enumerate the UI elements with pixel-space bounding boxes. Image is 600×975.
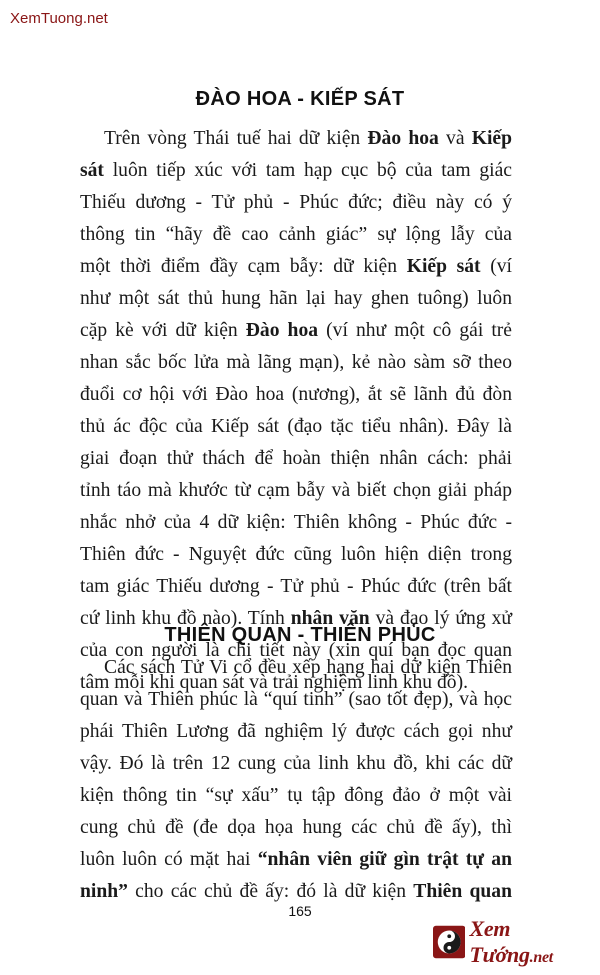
text-line [80, 652, 512, 684]
text-line [80, 411, 512, 443]
text-segment: và [438, 128, 472, 149]
text-segment: ninh” [80, 881, 128, 902]
text-segment: tâm mỗi khi quan sát và trải nghiệm linh khu đồ). [80, 672, 469, 693]
text-segment: tỉnh táo mà khước từ cạm bẫy và biết chọn giải pháp [80, 480, 512, 501]
yin-yang-icon [433, 925, 465, 959]
text-line [80, 684, 512, 716]
text-line [80, 155, 512, 187]
text-segment: sát [80, 160, 104, 181]
section-heading-thien-quan: THIÊN QUAN - THIÊN PHÚC [164, 624, 436, 646]
text-segment: Các sách Tử Vi cổ đều xếp hạng hai dữ kiện Thiên [104, 657, 512, 678]
page-number: 165 [288, 903, 312, 919]
text-segment: như một sát thủ hung hãn lại hay ghen tuông) luôn [80, 288, 512, 309]
text-segment: của con người là chi tiết này (xin quí bạn đọc quan [80, 640, 512, 661]
text-segment: Thiếu dương - Tử phủ - Phúc đức; điều này có ý [80, 192, 512, 213]
site-watermark-top: XemTuong.net [10, 10, 108, 27]
text-segment: nhân văn [290, 608, 370, 629]
text-segment: cặp kè với dữ kiện [80, 320, 246, 341]
text-segment: quan và Thiên phúc là “quí tinh” (sao tốt đẹp), và học [80, 689, 512, 710]
text-segment: và đạo lý ứng xử [369, 608, 512, 629]
text-segment: Trên vòng Thái tuế hai dữ kiện [104, 128, 368, 149]
site-logo [433, 916, 593, 967]
text-segment: cung chủ đề (đe dọa họa hung các chủ đề ấy), thì [80, 817, 512, 838]
text-segment: Đào hoa [367, 128, 439, 149]
text-line [80, 187, 512, 219]
text-line [80, 315, 512, 347]
text-line [80, 780, 512, 812]
text-segment: một thời điểm đầy cạm bẫy: dữ kiện [80, 256, 407, 277]
text-line [80, 812, 512, 844]
text-segment: kiện thông tin “sự xấu” tụ tập đông đảo ở một vài [80, 785, 512, 806]
text-line [80, 539, 512, 571]
section-heading-dao-hoa: ĐÀO HOA - KIẾP SÁT [195, 88, 405, 110]
text-segment: Kiếp sát [406, 256, 481, 277]
text-segment: nhan sắc bốc lửa mà lãng mạn), kẻ nào sàm sỡ theo [80, 352, 512, 373]
text-segment: luôn luôn có mặt hai [80, 849, 258, 870]
text-line [80, 283, 512, 315]
text-segment: tam giác Thiếu dương - Tử phủ - Phúc đức (trên bất [80, 576, 512, 597]
text-segment: giai đoạn thử thách để hoàn thiện nhân cách: phải [80, 448, 512, 469]
text-segment: cho các chủ đề ấy: đó là dữ kiện [127, 881, 414, 902]
text-segment: Thiên đức - Nguyệt đức cũng luôn hiện diện trong [80, 544, 512, 565]
text-line [80, 507, 512, 539]
text-segment: đuổi cơ hội với Đào hoa (nương), ắt sẽ lãnh đủ đòn [80, 384, 512, 405]
text-segment: nhắc nhở của 4 dữ kiện: Thiên không - Phúc đức - [80, 512, 512, 533]
section-body-dao-hoa [80, 123, 512, 699]
text-segment: Kiếp [471, 128, 512, 149]
text-segment: thông tin “hãy đề cao cảnh giác” sự lộng lẫy của [80, 224, 512, 245]
text-segment: cứ linh khu đồ nào). Tính [80, 608, 291, 629]
text-line [80, 219, 512, 251]
text-segment: (ví [480, 256, 512, 277]
text-segment: Đào hoa [245, 320, 319, 341]
text-line [80, 123, 512, 155]
text-segment: “nhân viên giữ gìn trật tự an [257, 849, 512, 870]
text-segment: luôn tiếp xúc với tam hạp cục bộ của tam giác [103, 160, 512, 181]
text-line [80, 475, 512, 507]
text-line [80, 251, 512, 283]
text-segment: vậy. Đó là trên 12 cung của linh khu đồ, khi các dữ [80, 753, 512, 774]
text-segment: thủ ác độc của Kiếp sát (đạo tặc tiểu nhân). Đây là [80, 416, 512, 437]
text-line [80, 379, 512, 411]
logo-text: Xem Tướng.net [469, 916, 553, 967]
text-line [80, 844, 512, 876]
text-line [80, 443, 512, 475]
text-line [80, 571, 512, 603]
text-segment: Thiên quan [413, 881, 512, 902]
text-line [80, 347, 512, 379]
text-segment: (ví như một cô gái trẻ [318, 320, 512, 341]
text-line [80, 748, 512, 780]
text-line [80, 716, 512, 748]
section-body-thien-quan [80, 652, 512, 908]
text-segment: phái Thiên Lương đã nghiệm lý được cách gọi như [80, 721, 512, 742]
